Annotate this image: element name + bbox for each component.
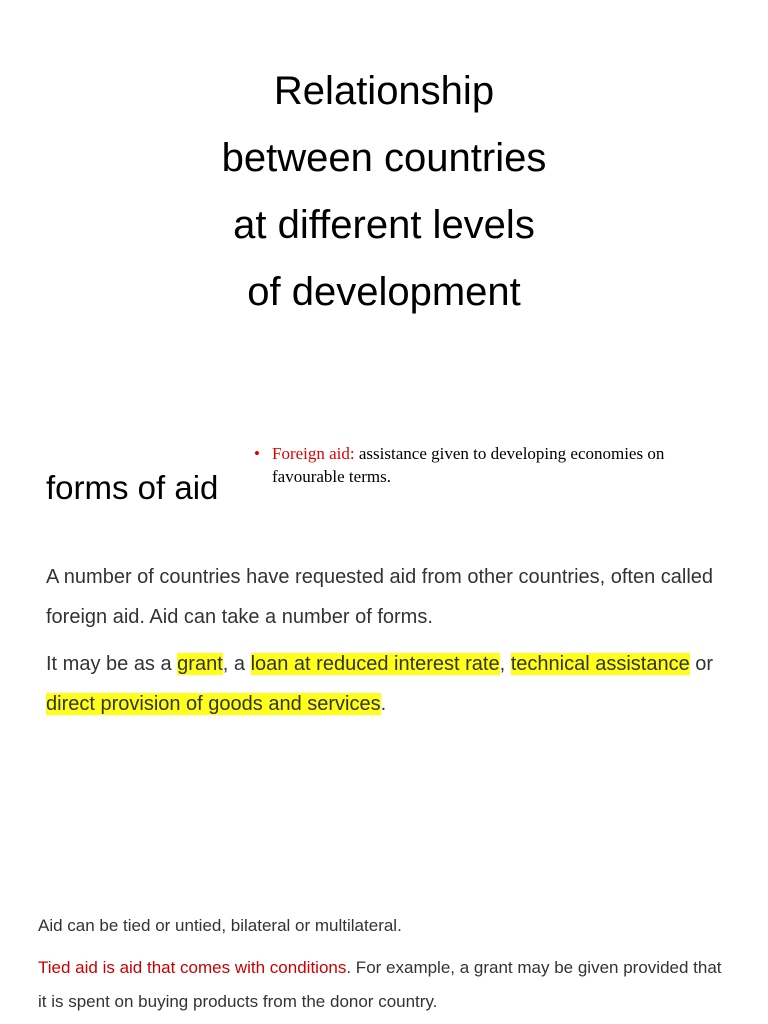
highlight-technical-assistance: technical assistance bbox=[510, 653, 690, 675]
forms-sep-3: or bbox=[689, 653, 714, 675]
forms-prefix: It may be as a bbox=[46, 653, 178, 675]
highlight-loan: loan at reduced interest rate bbox=[250, 653, 500, 675]
highlight-grant: grant bbox=[177, 653, 223, 675]
tied-aid-example: . For example, a grant may be given provided that it is spent on buying products from the donor country. bbox=[38, 958, 722, 1011]
intro-paragraph: A number of countries have requested aid from other countries, often called foreign aid. Aid can take a number of forms. bbox=[46, 566, 714, 628]
forms-sep-1: , a bbox=[222, 653, 251, 675]
tied-aid-term: Tied aid is aid that comes with conditions bbox=[38, 958, 347, 977]
forms-paragraph bbox=[46, 644, 726, 724]
page-title bbox=[0, 58, 768, 326]
bullet-icon: • bbox=[254, 444, 260, 463]
tied-aid-definition bbox=[38, 951, 728, 1019]
definition-text: assistance given to developing economies on favourable terms. bbox=[272, 444, 665, 486]
forms-sep-2: , bbox=[499, 653, 511, 675]
definition-term: Foreign aid: bbox=[272, 444, 355, 463]
highlight-direct-provision: direct provision of goods and services bbox=[46, 693, 381, 715]
title-line-2: between countries bbox=[221, 136, 547, 180]
title-line-4: of development bbox=[247, 270, 521, 314]
foreign-aid-definition bbox=[254, 442, 734, 488]
forms-of-aid-heading: forms of aid bbox=[46, 469, 219, 506]
tied-untied-intro: Aid can be tied or untied, bilateral or multilateral. bbox=[38, 916, 402, 935]
title-line-1: Relationship bbox=[273, 69, 495, 113]
forms-suffix: . bbox=[380, 693, 387, 715]
title-line-3: at different levels bbox=[233, 203, 535, 247]
definition-body bbox=[254, 442, 734, 488]
